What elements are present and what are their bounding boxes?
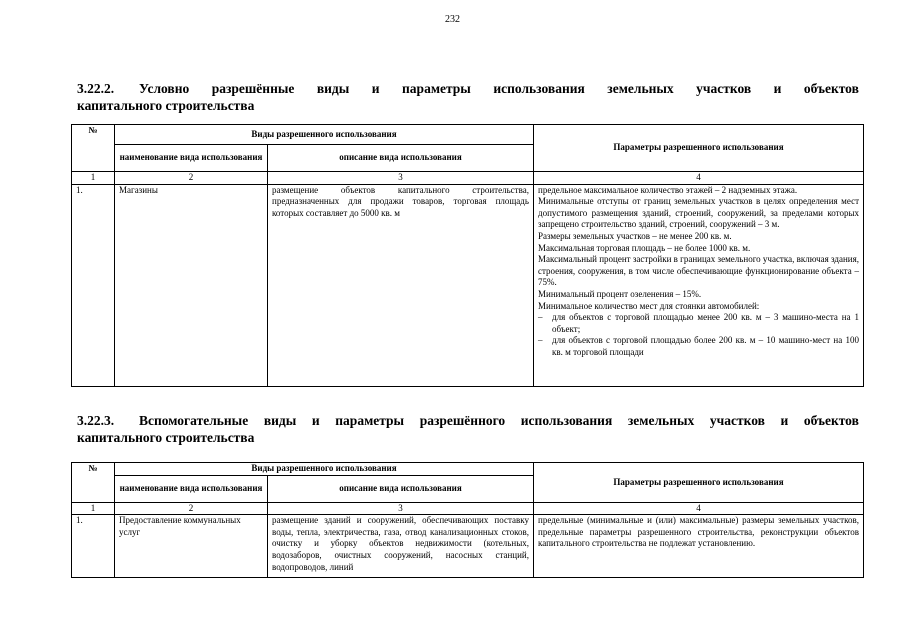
parking-rule-large: для объектов с торговой площадью более 200 кв. м – 10 машино-мест на 100 кв. м торговой площади [552,335,859,357]
use-description: размещение зданий и сооружений, обеспечивающих поставку воды, тепла, электричества, газа, отвод канализационных стоков, очистку и уборку объектов недвижимости (котельных, водозаборов, очистных сооружений, насосных станций, водопроводов, линий [268,515,534,578]
param-build-percent: Максимальный процент застройки в границах земельного участка, включая здания, строения, сооружения, в том числе обеспечивающие функционирование объекта – 75%. [538,254,859,288]
use-name: Предоставление коммунальных услуг [115,515,268,578]
header-params: Параметры разрешенного использования [534,125,864,172]
section-title-line1 [139,412,859,429]
title-word: объектов [803,81,859,96]
title-word: разрешённые [211,81,295,96]
title-word: параметры [335,413,405,428]
header-number: № [72,125,115,172]
section-number: 3.22.2. [77,81,115,96]
param-setbacks: Минимальные отступы от границ земельных участков в целях определения мест допустимого размещения зданий, строений, сооружений, за пределами которых запрещено строительство зданий, строений, сооружений – 3 м. [538,196,859,230]
title-word: использования [493,81,585,96]
header-use-description: описание вида использования [268,475,534,502]
row-number: 1. [72,515,115,578]
index-cell: 1 [72,502,115,515]
title-word: и [371,81,380,96]
table-conditional-uses [71,124,864,387]
title-word: объектов [803,413,859,428]
section-number: 3.22.3. [77,413,115,428]
list-item [538,335,859,358]
param-green-percent: Минимальный процент озеленения – 15%. [538,288,702,299]
row-number: 1. [72,184,115,386]
header-use-name: наименование вида использования [115,475,268,502]
section-title-line2: капитального строительства [77,430,255,445]
title-word: и [311,413,320,428]
index-cell: 2 [115,172,268,185]
title-word: и [780,413,789,428]
header-use-types: Виды разрешенного использования [115,463,534,476]
index-cell: 3 [268,172,534,185]
use-params: предельные (минимальные и (или) максимальные) размеры земельных участков, предельные параметры разрешенного строительства, реконструкции объектов капитального строительства не подлежат установлению. [534,515,864,578]
title-word: участков [696,81,752,96]
param-plot-size: Размеры земельных участков – не менее 200 кв. м. [538,230,732,241]
header-number: № [72,463,115,503]
title-word: виды [263,413,297,428]
page-number: 232 [445,14,460,25]
header-use-description: описание вида использования [268,145,534,172]
use-name: Магазины [115,184,268,386]
header-use-name: наименование вида использования [115,145,268,172]
index-cell: 4 [534,502,864,515]
list-item [538,312,859,335]
use-params [534,184,864,386]
title-word: использования [520,413,613,428]
index-cell: 4 [534,172,864,185]
dash-marker: – [538,335,543,346]
title-word: и [773,81,782,96]
section-heading-3-22-3 [77,412,859,446]
table-row [72,184,864,386]
section-title-line2: капитального строительства [77,98,255,113]
use-description: размещение объектов капитального строительства, предназначенных для продажи товаров, торговая площадь которых составляет до 5000 кв. м [268,184,534,386]
title-word: земельных [607,81,674,96]
title-word: разрешённого [419,413,506,428]
title-word: участков [709,413,765,428]
table-auxiliary-uses [71,462,864,578]
title-word: земельных [627,413,695,428]
index-cell: 3 [268,502,534,515]
title-word: Условно [139,81,190,96]
title-word: Вспомогательные [139,413,249,428]
title-word: виды [316,81,350,96]
title-word: параметры [402,81,471,96]
parking-rule-small: для объектов с торговой площадью менее 200 кв. м – 3 машино-места на 1 объект; [552,312,859,334]
index-cell: 2 [115,502,268,515]
section-heading-3-22-2 [77,80,859,114]
section-title-line1 [139,80,859,97]
index-cell: 1 [72,172,115,185]
param-parking: Минимальное количество мест для стоянки автомобилей: [538,300,760,311]
param-trade-area: Максимальная торговая площадь – не более 1000 кв. м. [538,242,751,253]
table-row [72,515,864,578]
header-params: Параметры разрешенного использования [534,463,864,503]
dash-marker: – [538,312,543,323]
param-floors: предельное максимальное количество этажей – 2 надземных этажа. [538,184,798,195]
header-use-types: Виды разрешенного использования [115,125,534,145]
